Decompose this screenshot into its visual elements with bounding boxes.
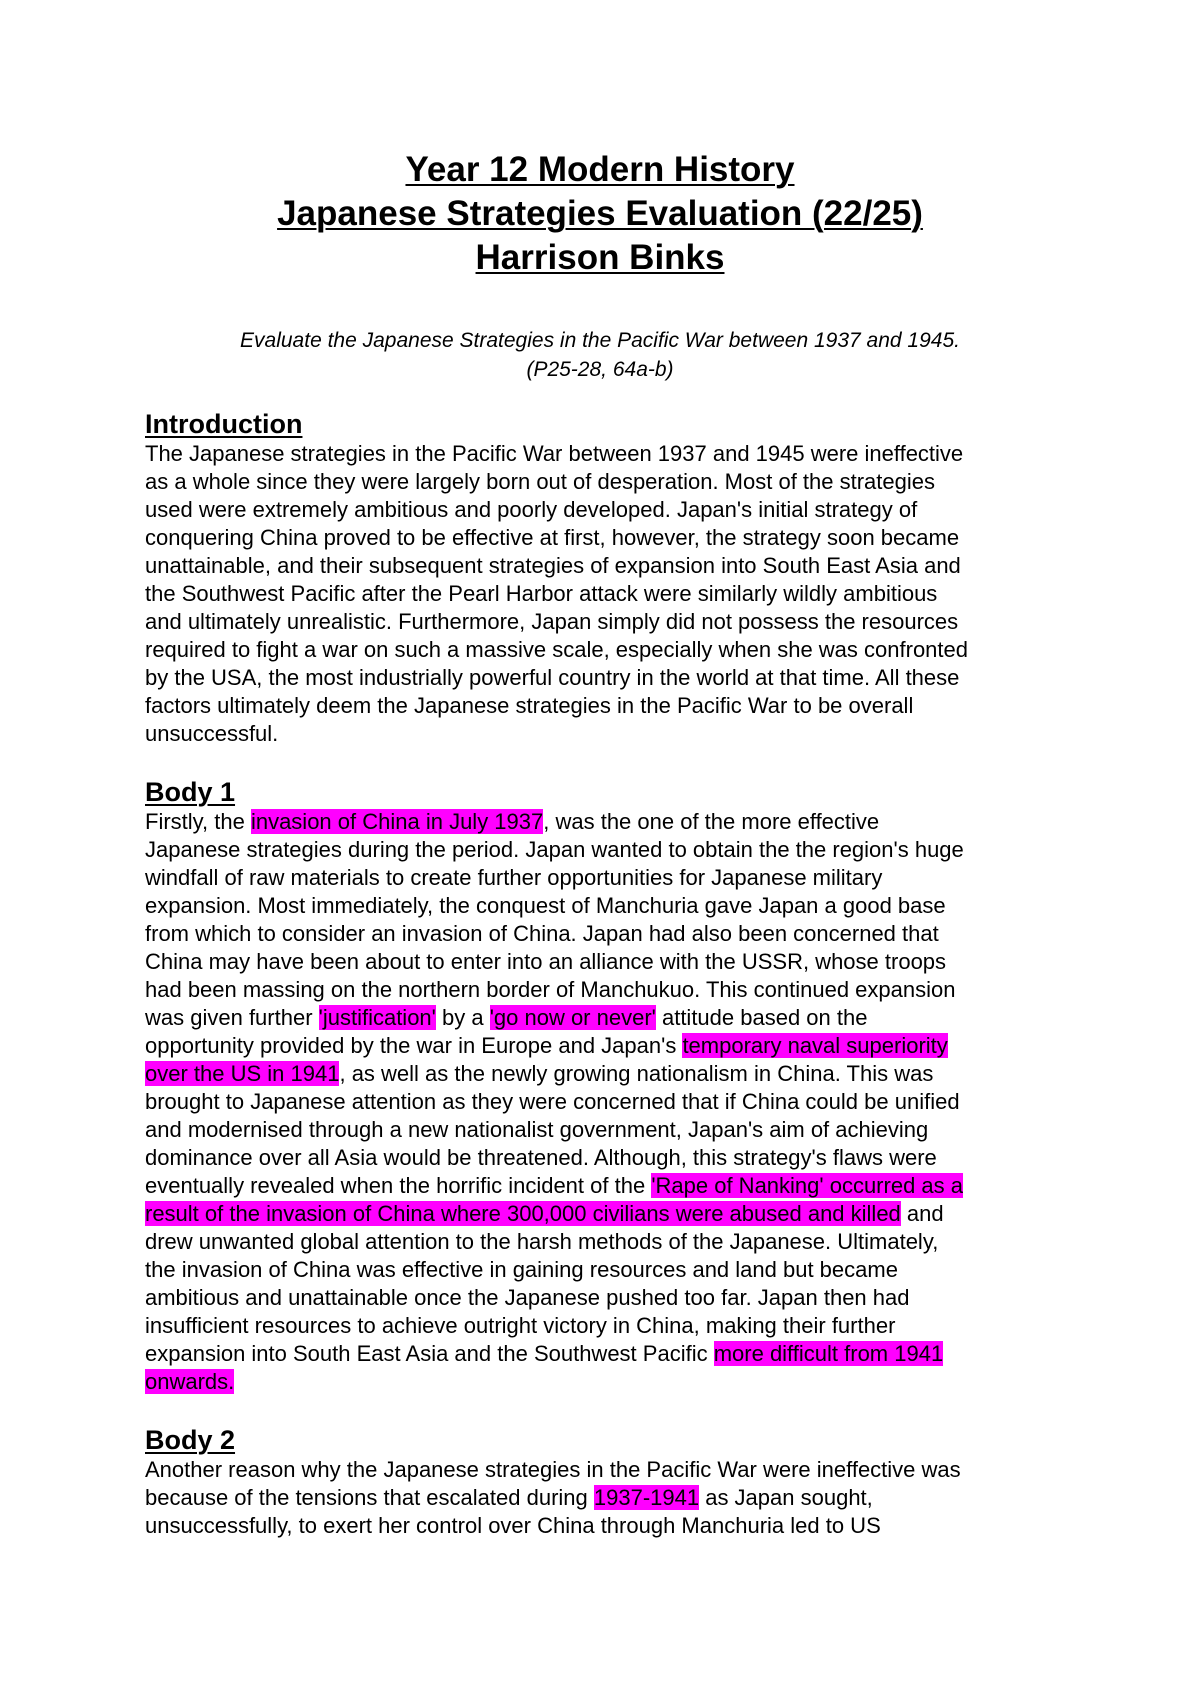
paragraph-line: unattainable, and their subsequent strategies of expansion into South East Asia and — [145, 553, 961, 578]
paragraph-line: conquering China proved to be effective at first, however, the strategy soon became — [145, 525, 960, 550]
highlighted-text: onwards. — [145, 1369, 235, 1394]
paragraph-line: China may have been about to enter into an alliance with the USSR, whose troops — [145, 949, 947, 974]
paragraph-line: Japanese strategies during the period. Japan wanted to obtain the the region's huge — [145, 837, 964, 862]
paragraph-line — [145, 1484, 1085, 1512]
text-run: , was the one of the more effective — [543, 809, 880, 834]
question-pages: (P25-28, 64a-b) — [526, 358, 674, 381]
paragraph-line: from which to consider an invasion of China. Japan had also been concerned that — [145, 921, 939, 946]
highlighted-text: 'Rape of Nanking' occurred as a — [651, 1173, 963, 1198]
paragraph-line: and modernised through a new nationalist government, Japan's aim of achieving — [145, 1117, 929, 1142]
question-text: Evaluate the Japanese Strategies in the Pacific War between 1937 and 1945. — [240, 329, 960, 352]
paragraph-line: unsuccessfully, to exert her control over China through Manchuria led to US — [145, 1513, 881, 1538]
text-run: was given further — [145, 1005, 319, 1030]
body1-section — [145, 776, 1085, 1396]
text-run: eventually revealed when the horrific incident of the — [145, 1173, 652, 1198]
body1-paragraph — [145, 808, 1085, 1396]
title-course: Year 12 Modern History — [405, 150, 795, 189]
paragraph-line: Another reason why the Japanese strategies in the Pacific War were ineffective was — [145, 1457, 961, 1482]
paragraph-line: dominance over all Asia would be threatened. Although, this strategy's flaws were — [145, 1145, 937, 1170]
highlighted-text: more difficult from 1941 — [713, 1341, 944, 1366]
introduction-paragraph — [145, 440, 1085, 748]
text-run: Firstly, the — [145, 809, 251, 834]
paragraph-line: factors ultimately deem the Japanese strategies in the Pacific War to be overall — [145, 693, 914, 718]
paragraph-line — [145, 1060, 1085, 1088]
paragraph-line — [145, 1032, 1085, 1060]
text-run: and — [900, 1201, 944, 1226]
body2-section — [145, 1424, 1085, 1540]
text-run: by a — [435, 1005, 490, 1030]
paragraph-line — [145, 1340, 1085, 1368]
text-run: opportunity provided by the war in Europe and Japan's — [145, 1033, 683, 1058]
paragraph-line: drew unwanted global attention to the harsh methods of the Japanese. Ultimately, — [145, 1229, 939, 1254]
text-run: , as well as the newly growing nationalism in China. This was — [339, 1061, 934, 1086]
paragraph-line: as a whole since they were largely born out of desperation. Most of the strategies — [145, 469, 935, 494]
text-run: as Japan sought, — [699, 1485, 873, 1510]
essay-question — [0, 326, 1200, 384]
paragraph-line: windfall of raw materials to create further opportunities for Japanese military — [145, 865, 883, 890]
paragraph-line: the invasion of China was effective in gaining resources and land but became — [145, 1257, 898, 1282]
highlighted-text: result of the invasion of China where 300,000 civilians were abused and killed — [145, 1201, 901, 1226]
introduction-section — [145, 408, 1085, 748]
paragraph-line: ambitious and unattainable once the Japanese pushed too far. Japan then had — [145, 1285, 910, 1310]
paragraph-line: insufficient resources to achieve outright victory in China, making their further — [145, 1313, 896, 1338]
highlighted-text: 'justification' — [318, 1005, 436, 1030]
paragraph-line — [145, 1368, 1085, 1396]
paragraph-line — [145, 1172, 1085, 1200]
body2-paragraph — [145, 1456, 1085, 1540]
paragraph-line: brought to Japanese attention as they were concerned that if China could be unified — [145, 1089, 960, 1114]
highlighted-text: temporary naval superiority — [682, 1033, 948, 1058]
text-run: attitude based on the — [655, 1005, 868, 1030]
text-run: because of the tensions that escalated during — [145, 1485, 594, 1510]
paragraph-line: used were extremely ambitious and poorly developed. Japan's initial strategy of — [145, 497, 918, 522]
highlighted-text: 1937-1941 — [593, 1485, 700, 1510]
paragraph-line — [145, 808, 1085, 836]
body2-heading: Body 2 — [145, 1425, 236, 1455]
paragraph-line: and ultimately unrealistic. Furthermore, Japan simply did not possess the resources — [145, 609, 959, 634]
title-assignment: Japanese Strategies Evaluation (22/25) — [277, 194, 923, 233]
paragraph-line: by the USA, the most industrially powerful country in the world at that time. All these — [145, 665, 960, 690]
paragraph-line: expansion. Most immediately, the conquest of Manchuria gave Japan a good base — [145, 893, 946, 918]
document-title — [0, 148, 1200, 280]
highlighted-text: invasion of China in July 1937 — [250, 809, 544, 834]
paragraph-line: required to fight a war on such a massive scale, especially when she was confronted — [145, 637, 968, 662]
highlighted-text: over the US in 1941 — [145, 1061, 340, 1086]
paragraph-line — [145, 1004, 1085, 1032]
paragraph-line: The Japanese strategies in the Pacific War between 1937 and 1945 were ineffective — [145, 441, 964, 466]
body1-heading: Body 1 — [145, 777, 236, 807]
paragraph-line: had been massing on the northern border of Manchukuo. This continued expansion — [145, 977, 956, 1002]
introduction-heading: Introduction — [145, 409, 303, 439]
paragraph-line: the Southwest Pacific after the Pearl Harbor attack were similarly wildly ambitious — [145, 581, 938, 606]
highlighted-text: 'go now or never' — [489, 1005, 656, 1030]
paragraph-line — [145, 1200, 1085, 1228]
text-run: expansion into South East Asia and the Southwest Pacific — [145, 1341, 714, 1366]
paragraph-line: unsuccessful. — [145, 721, 279, 746]
title-author: Harrison Binks — [475, 238, 725, 277]
